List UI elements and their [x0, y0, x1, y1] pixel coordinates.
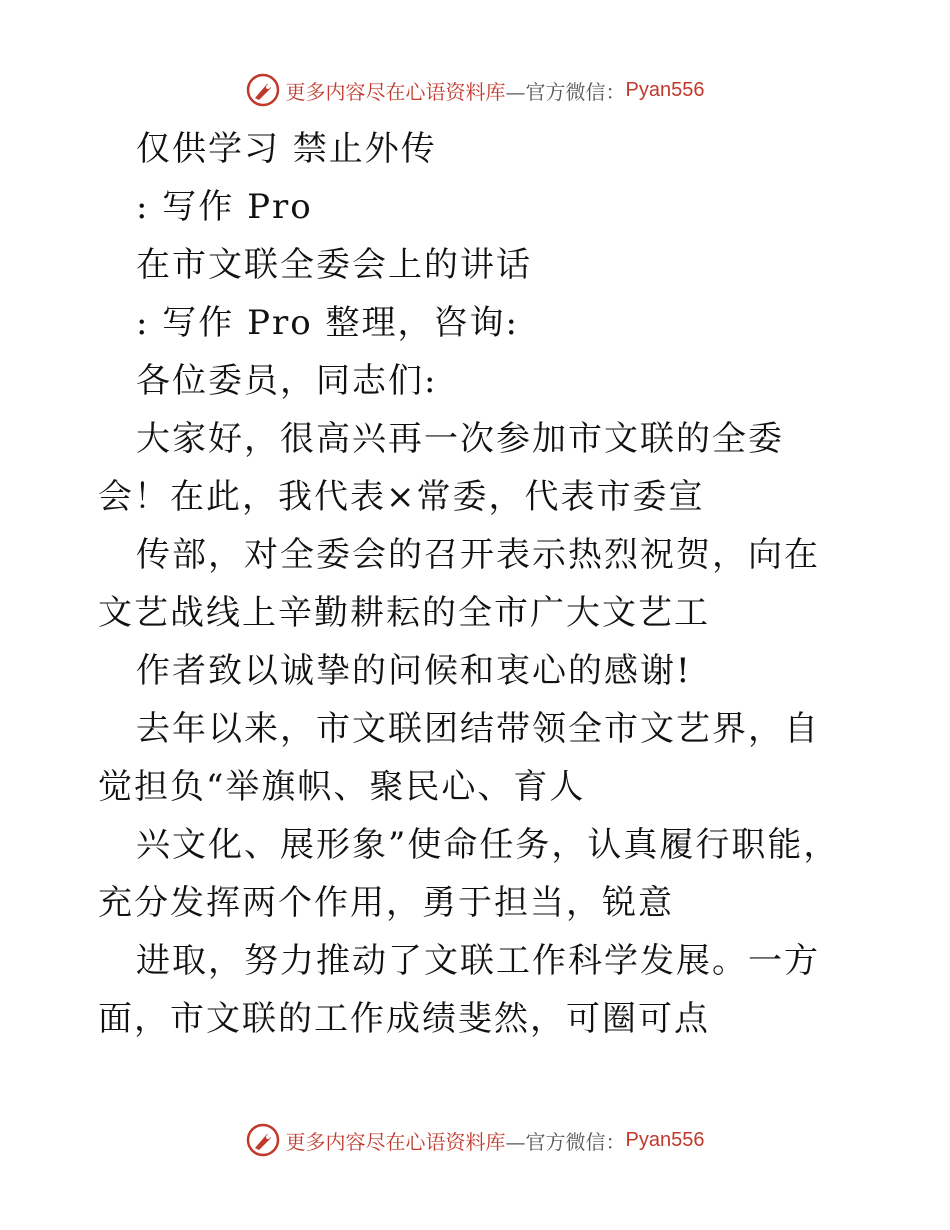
banner-text: 更多内容尽在心语资料库 — [285, 79, 506, 104]
body-line: 仅供学习 禁止外传 — [136, 129, 437, 169]
document-body — [0, 120, 950, 1048]
banner-text: 更多内容尽在心语资料库 — [285, 1129, 506, 1154]
body-line: 兴文化、展形象”使命任务，认真履行职能，充分发挥两个作用，勇于担当，锐意 — [98, 825, 840, 923]
body-line: 大家好，很高兴再一次参加市文联的全委会！在此，我代表×常委，代表市委宣 — [98, 419, 784, 517]
header-banner — [0, 70, 950, 110]
banner-separator: —官方微信： — [505, 79, 626, 104]
wechat-id: Pyan556 — [625, 1128, 705, 1151]
body-line: 各位委员，同志们: — [136, 361, 438, 401]
pen-nib-logo-icon — [246, 73, 280, 107]
body-line: 传部，对全委会的召开表示热烈祝贺，向在文艺战线上辛勤耕耘的全市广大文艺工 — [98, 535, 820, 633]
body-line: 进取，努力推动了文联工作科学发展。一方面，市文联的工作成绩斐然，可圈可点 — [98, 941, 820, 1039]
body-line: 去年以来，市文联团结带领全市文艺界，自觉担负“举旗帜、聚民心、育人 — [98, 709, 820, 807]
body-line: 在市文联全委会上的讲话 — [136, 245, 532, 285]
banner-separator: —官方微信： — [505, 1129, 626, 1154]
footer-banner — [0, 1120, 950, 1160]
pen-nib-logo-icon — [246, 1123, 280, 1157]
body-line: : 写作 Pro — [136, 187, 313, 227]
body-line: 作者致以诚挚的问候和衷心的感谢! — [136, 651, 692, 691]
wechat-id: Pyan556 — [625, 78, 705, 101]
body-line: : 写作 Pro 整理，咨询: — [136, 303, 519, 343]
